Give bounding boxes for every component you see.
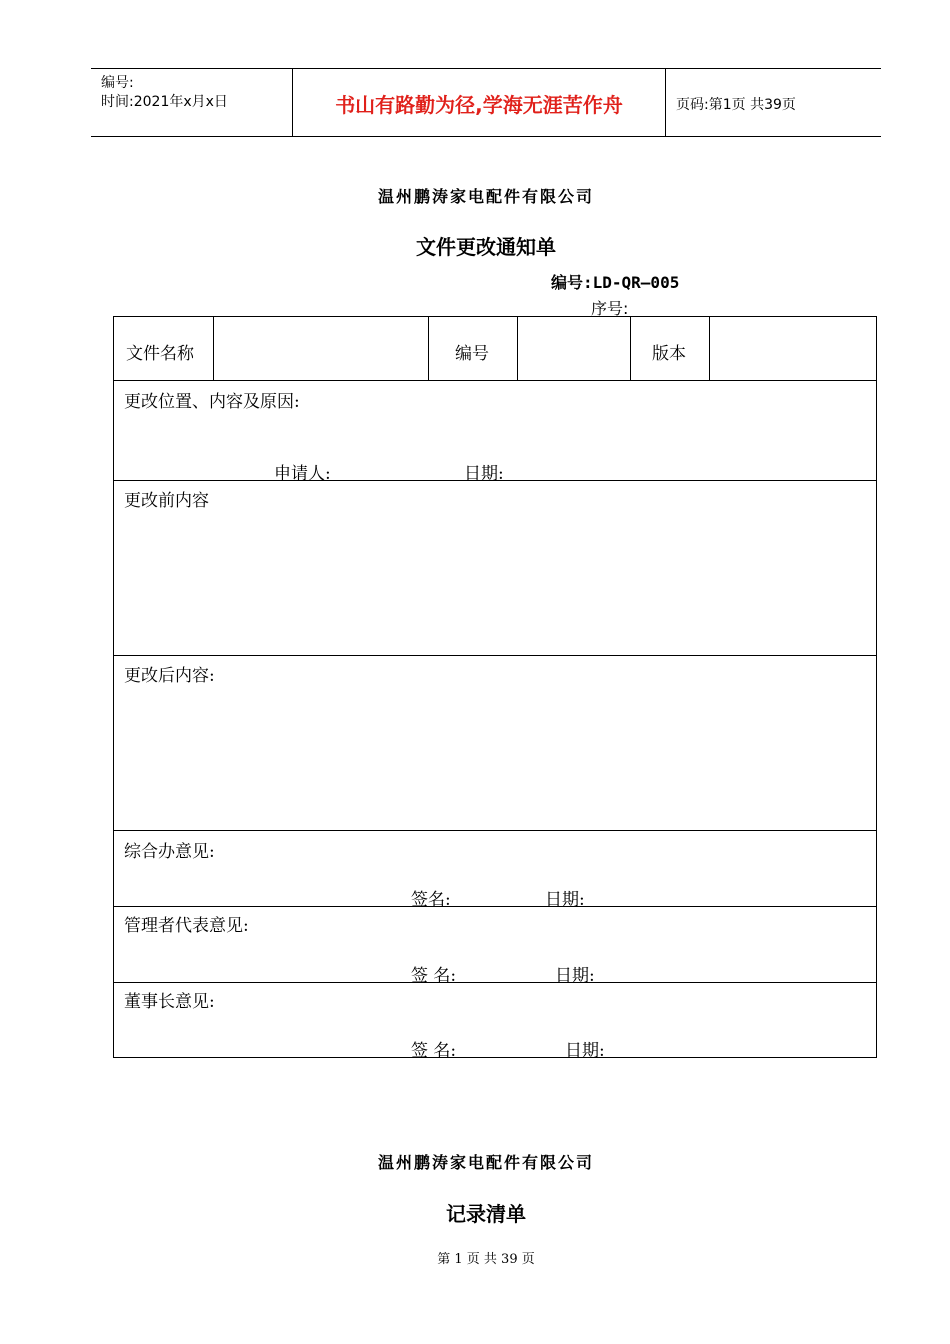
office-opinion-label: 综合办意见: [124, 842, 215, 862]
chairman-opinion-label: 董事长意见: [124, 992, 215, 1012]
header-number-label: 编号: [101, 75, 134, 91]
number-label-cell [429, 317, 518, 380]
mgmt-rep-opinion-label: 管理者代表意见: [124, 916, 249, 936]
after-content-label: 更改后内容: [124, 666, 215, 686]
version-label-cell [631, 317, 710, 380]
header-time-label: 时间:2021年x月x日 [101, 94, 228, 110]
header-page-label: 页码:第1页 共39页 [676, 97, 796, 113]
number-value-cell[interactable] [518, 317, 631, 380]
second-title: 记录清单 [446, 1202, 526, 1226]
sequence-label: 序号: [591, 299, 629, 318]
mgmt-rep-date-label: 日期: [555, 966, 595, 986]
file-name-label-cell [114, 317, 214, 380]
chairman-date-label: 日期: [565, 1041, 605, 1061]
header-page-cell [666, 69, 881, 136]
page-footer: 第 1 页 共 39 页 [437, 1252, 535, 1267]
header-left-cell [91, 69, 293, 136]
table-row-after[interactable] [114, 656, 876, 831]
file-name-label: 文件名称 [126, 344, 194, 364]
table-row-chairman-opinion[interactable] [114, 983, 876, 1061]
doc-code: 编号:LD-QR—005 [551, 273, 680, 292]
file-name-value-cell[interactable] [214, 317, 429, 380]
table-row-mgmt-rep-opinion[interactable] [114, 907, 876, 986]
office-signature-label: 签名: [411, 890, 451, 910]
applicant-date-label: 日期: [464, 464, 504, 484]
header-motto-cell [293, 69, 666, 136]
page-header [91, 68, 881, 137]
version-value-cell[interactable] [710, 317, 876, 380]
form-title: 文件更改通知单 [416, 235, 556, 259]
table-row-change-reason[interactable] [114, 381, 876, 484]
number-label: 编号 [455, 344, 489, 364]
company-name: 温州鹏涛家电配件有限公司 [377, 187, 594, 206]
second-company-name: 温州鹏涛家电配件有限公司 [377, 1153, 594, 1172]
header-motto: 书山有路勤为径,学海无涯苦作舟 [335, 93, 623, 117]
table-row-before[interactable] [114, 481, 876, 656]
version-label: 版本 [652, 344, 686, 364]
chairman-signature-label: 签 名: [411, 1041, 457, 1061]
change-reason-label: 更改位置、内容及原因: [124, 392, 300, 412]
office-date-label: 日期: [545, 890, 585, 910]
before-content-label: 更改前内容 [124, 491, 209, 511]
mgmt-rep-signature-label: 签 名: [411, 966, 457, 986]
table-row-header [114, 317, 876, 381]
applicant-label: 申请人: [274, 464, 331, 484]
change-notice-table [113, 316, 877, 1061]
table-row-office-opinion[interactable] [114, 831, 876, 910]
